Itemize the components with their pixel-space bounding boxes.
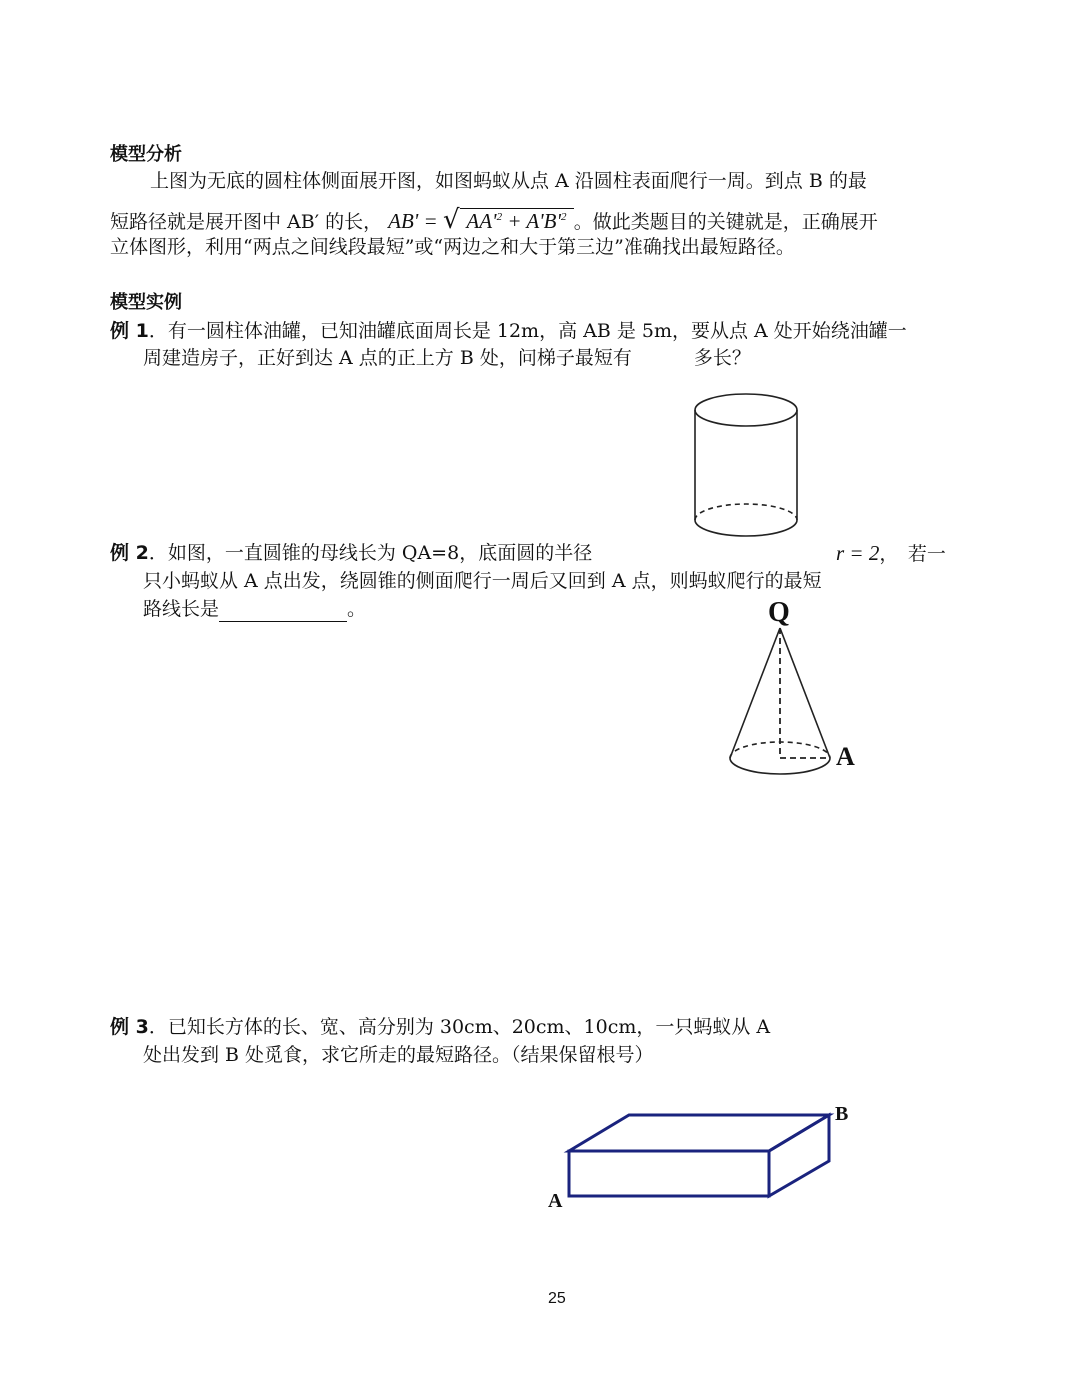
cuboid-figure <box>560 1105 840 1205</box>
cone-base-front <box>730 758 830 774</box>
cylinder-bottom-front <box>695 520 797 536</box>
example-1-label: 例 1 <box>110 320 149 342</box>
example-1-text-1: ．有一圆柱体油罐，已知油罐底面周长是 12m，高 AB 是 5m，要从点 A 处开始绕油罐一 <box>148 320 907 342</box>
analysis-line-3: 立体图形，利用“两点之间线段最短”或“两边之和大于第三边”准确找出最短路径。 <box>110 236 795 258</box>
example-3-label: 例 3 <box>110 1016 149 1038</box>
formula-lhs: AB' = <box>388 209 443 233</box>
example-2-line-3 <box>143 596 366 622</box>
page-number: 25 <box>548 1290 566 1307</box>
formula-aa: AA' <box>466 209 497 233</box>
example-1-text-2b: 多长？ <box>693 347 751 369</box>
cuboid-front-face <box>569 1151 769 1196</box>
example-2-line-1 <box>110 540 592 566</box>
heading-model-examples: 模型实例 <box>110 292 182 313</box>
cone-left-slant <box>730 628 780 758</box>
analysis-line-2-text: 短路径就是展开图中 AB′ 的长， <box>110 211 383 233</box>
example-1-text-2a: 周建造房子，正好到达 A 点的正上方 B 处，问梯子最短有 <box>143 347 632 369</box>
cuboid-label-b: B <box>835 1103 849 1125</box>
cylinder-top-ellipse <box>695 394 797 426</box>
formula-sup-2: 2 <box>561 211 567 223</box>
cone-label-a: A <box>836 742 855 771</box>
formula-radicand <box>460 208 574 233</box>
heading-model-analysis: 模型分析 <box>110 144 182 165</box>
cone-label-q: Q <box>768 597 790 628</box>
example-1-line-1 <box>110 318 907 344</box>
cone-figure <box>720 620 840 780</box>
cylinder-bottom-back <box>695 504 797 520</box>
example-3-text-1: ．已知长方体的长、宽、高分别为 30cm、20cm、10cm，一只蚂蚁从 A <box>148 1016 771 1038</box>
example-2-label: 例 2 <box>110 542 149 564</box>
sqrt-sign: √ <box>442 205 460 235</box>
example-2-text-1a: ．如图，一直圆锥的母线长为 QA=8，底面圆的半径 <box>148 542 593 564</box>
cuboid-side-face <box>769 1115 829 1196</box>
formula-ab: A'B' <box>526 209 561 233</box>
example-2-text-3b: 。 <box>347 598 367 620</box>
cuboid-top-face <box>569 1115 829 1151</box>
example-2-line-1-right <box>836 540 946 567</box>
analysis-line-1: 上图为无底的圆柱体侧面展开图，如图蚂蚁从点 A 沿圆柱表面爬行一周。到点 B 的最 <box>150 170 867 192</box>
answer-blank <box>219 601 347 622</box>
formula-sup-1: 2 <box>496 211 503 223</box>
example-2-text-3a: 路线长是 <box>143 598 220 620</box>
example-2-text-1b: ， 若一 <box>879 543 946 565</box>
example-3-line-2: 处出发到 B 处觅食，求它所走的最短路径。（结果保留根号） <box>143 1044 654 1066</box>
example-2-line-2: 只小蚂蚁从 A 点出发，绕圆锥的侧面爬行一周后又回到 A 点，则蚂蚁爬行的最短 <box>143 570 822 592</box>
formula-plus: + <box>502 209 527 233</box>
cone-right-slant <box>780 628 830 758</box>
cylinder-figure <box>690 390 802 540</box>
example-3-line-1 <box>110 1014 770 1040</box>
example-1-line-2 <box>143 345 751 371</box>
cuboid-label-a: A <box>548 1190 563 1212</box>
example-2-r-formula: r = 2 <box>836 541 880 565</box>
analysis-line-2-tail: 。做此类题目的关键就是，正确展开 <box>573 211 878 233</box>
analysis-line-2 <box>110 204 878 235</box>
